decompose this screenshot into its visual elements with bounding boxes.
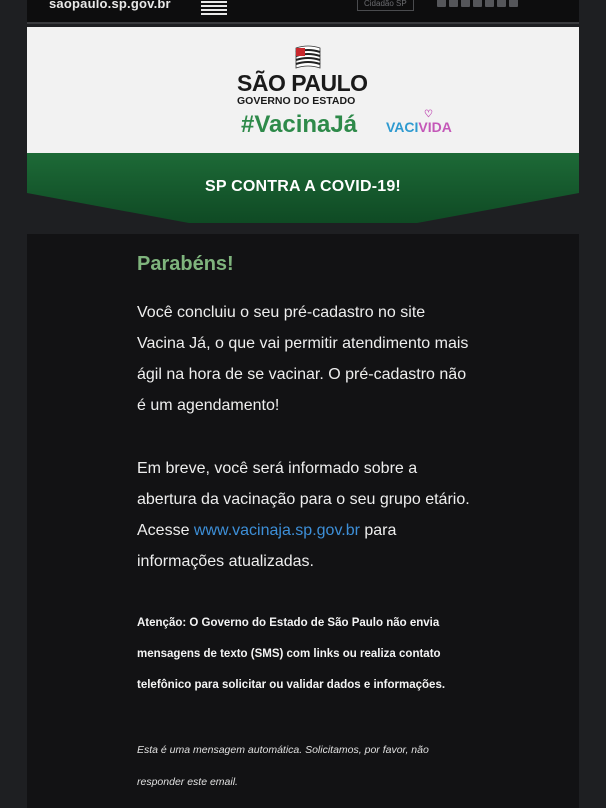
sp-flag-icon — [193, 0, 233, 16]
banner-title: SP CONTRA A COVID-19! — [205, 178, 401, 195]
automatic-message-notice: Esta é uma mensagem automática. Solicitamos, por favor, não responder este email. — [137, 744, 429, 788]
logo-subtitle: GOVERNO DO ESTADO — [237, 95, 356, 107]
twitter-icon[interactable] — [449, 0, 458, 7]
gov-site-link[interactable]: saopaulo.sp.gov.br — [49, 0, 171, 11]
facebook-icon[interactable] — [437, 0, 446, 7]
heart-icon: ♡ — [424, 109, 433, 120]
youtube-icon[interactable] — [485, 0, 494, 7]
warning-notice: Atenção: O Governo do Estado de São Paulo não envia mensagens de texto (SMS) com links ou realiza contato telefônico para solicitar ou validar dados e informações. — [137, 617, 446, 691]
cidadao-sp-button[interactable]: Cidadão SP — [357, 0, 414, 11]
email-header — [27, 27, 579, 153]
vacinaja-link[interactable]: www.vacinaja.sp.gov.br — [193, 522, 360, 539]
instagram-icon[interactable] — [461, 0, 470, 7]
paragraph2-text: Em breve, você será informado sobre a abertura da vacinação para o seu grupo etário. Acesse — [137, 460, 470, 539]
linkedin-icon[interactable] — [497, 0, 506, 7]
logo-title: SÃO PAULO — [237, 70, 368, 96]
covid-banner — [27, 153, 579, 223]
flickr-icon[interactable] — [473, 0, 482, 7]
vacinaja-hashtag: #VacinaJá — [241, 111, 358, 138]
vacivida-part2: VIDA — [418, 119, 452, 135]
sao-paulo-logo — [237, 42, 377, 112]
gov-top-bar — [27, 0, 579, 24]
rss-icon[interactable] — [509, 0, 518, 7]
vacivida-logo — [386, 109, 452, 135]
message-body — [27, 234, 579, 808]
paragraph-vaccination-info — [137, 453, 477, 577]
social-links — [437, 0, 518, 7]
vacivida-part1: VACI — [386, 119, 419, 135]
paragraph-precadastro: Você concluiu o seu pré-cadastro no site Vacina Já, o que vai permitir atendimento mais ágil na hora de se vacinar. O pré-cadastro não é um agendamento! — [137, 304, 469, 414]
paragraph2-text-end: para informações atualizadas. — [137, 522, 397, 570]
greeting-heading: Parabéns! — [137, 253, 234, 275]
sp-flag-icon — [292, 44, 324, 72]
